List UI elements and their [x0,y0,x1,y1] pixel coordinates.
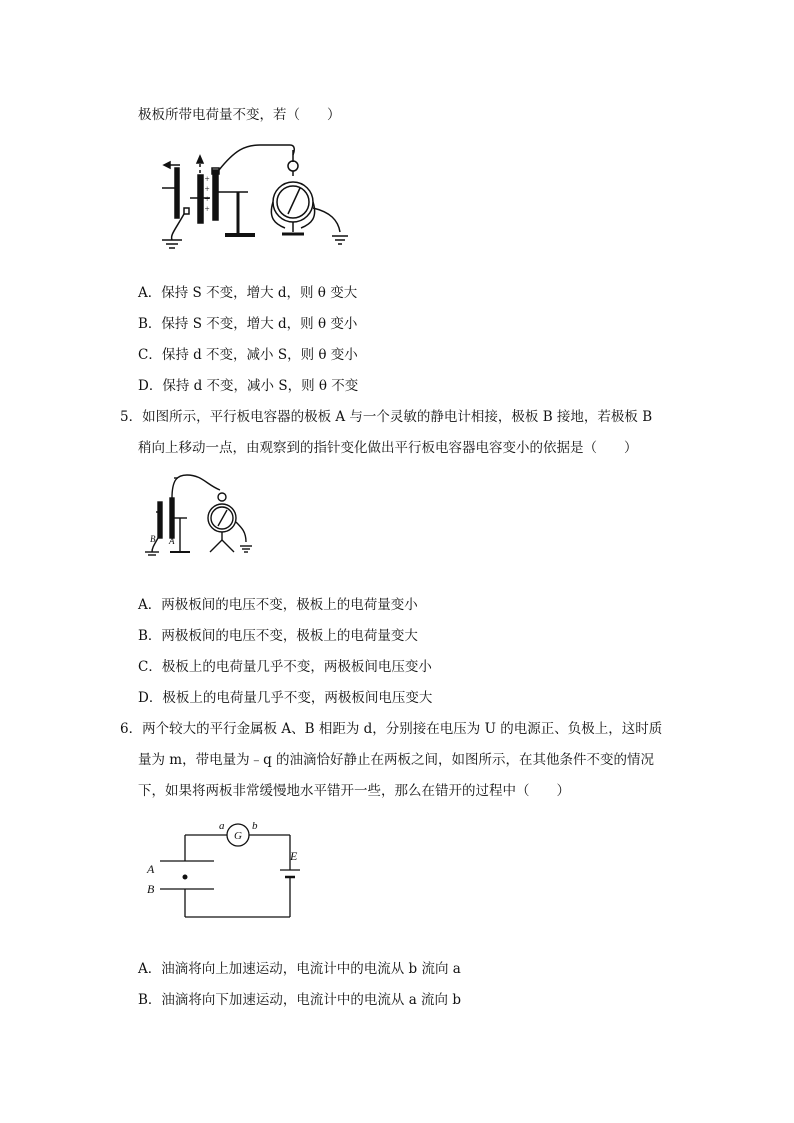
q6-fig-label-plate-b: B [147,882,155,896]
q6-stem-line-2: 量为 m，带电量为﹣q 的油滴恰好静止在两板之间，如图所示，在其他条件不变的情况 [138,752,655,768]
q5-stem-line-2: 稍向上移动一点，由观察到的指针变化做出平行板电容器电容变小的依据是（ ） [138,440,638,456]
q5-option-c[interactable]: C．极板上的电荷量几乎不变，两极板间电压变小 [138,659,432,675]
q4-stem-tail: 极板所带电荷量不变，若（ ） [138,107,341,123]
q5-option-b[interactable]: B．两极板间的电压不变，极板上的电荷量变大 [138,628,418,644]
svg-text:+: + [204,204,211,214]
q6-fig-label-e: E [290,849,298,863]
oil-drop [183,875,188,880]
q4-option-c[interactable]: C．保持 d 不变，减小 S，则 θ 变小 [138,347,358,363]
q6-stem-line-1: 6．两个较大的平行金属板 A、B 相距为 d，分别接在电压为 U 的电源正、负极上，这时质 [120,721,663,737]
q4-option-b[interactable]: B．保持 S 不变，增大 d，则 θ 变小 [138,316,358,332]
q5-fig-label-b: B [150,534,156,544]
q5-stem-line-1: 5．如图所示，平行板电容器的极板 A 与一个灵敏的静电计相接，极板 B 接地，若极板 B [120,409,653,425]
q4-option-a[interactable]: A．保持 S 不变，增大 d，则 θ 变大 [138,285,358,301]
svg-text:+: + [204,174,211,184]
q4-capacitor-electrometer-figure [150,140,360,260]
svg-text:+: + [204,194,211,204]
q6-fig-label-g: G [234,830,242,842]
q6-option-a[interactable]: A．油滴将向上加速运动，电流计中的电流从 b 流向 a [138,961,461,977]
q5-capacitor-electrometer-figure [142,470,262,562]
q6-circuit-figure [142,815,312,925]
q6-fig-label-a-lower: a [219,820,225,832]
q5-fig-label-a: A [169,536,175,546]
q5-option-a[interactable]: A．两极板间的电压不变，极板上的电荷量变小 [138,597,418,613]
q6-fig-label-b-lower: b [252,820,258,832]
q5-option-d[interactable]: D．极板上的电荷量几乎不变，两极板间电压变大 [138,690,433,706]
svg-text:+: + [204,184,211,194]
q6-fig-label-plate-a: A [147,862,155,876]
q6-stem-line-3: 下，如果将两板非常缓慢地水平错开一些，那么在错开的过程中（ ） [138,783,570,799]
q6-option-b[interactable]: B．油滴将向下加速运动，电流计中的电流从 a 流向 b [138,992,461,1008]
q4-option-d[interactable]: D．保持 d 不变，减小 S，则 θ 不变 [138,378,359,394]
